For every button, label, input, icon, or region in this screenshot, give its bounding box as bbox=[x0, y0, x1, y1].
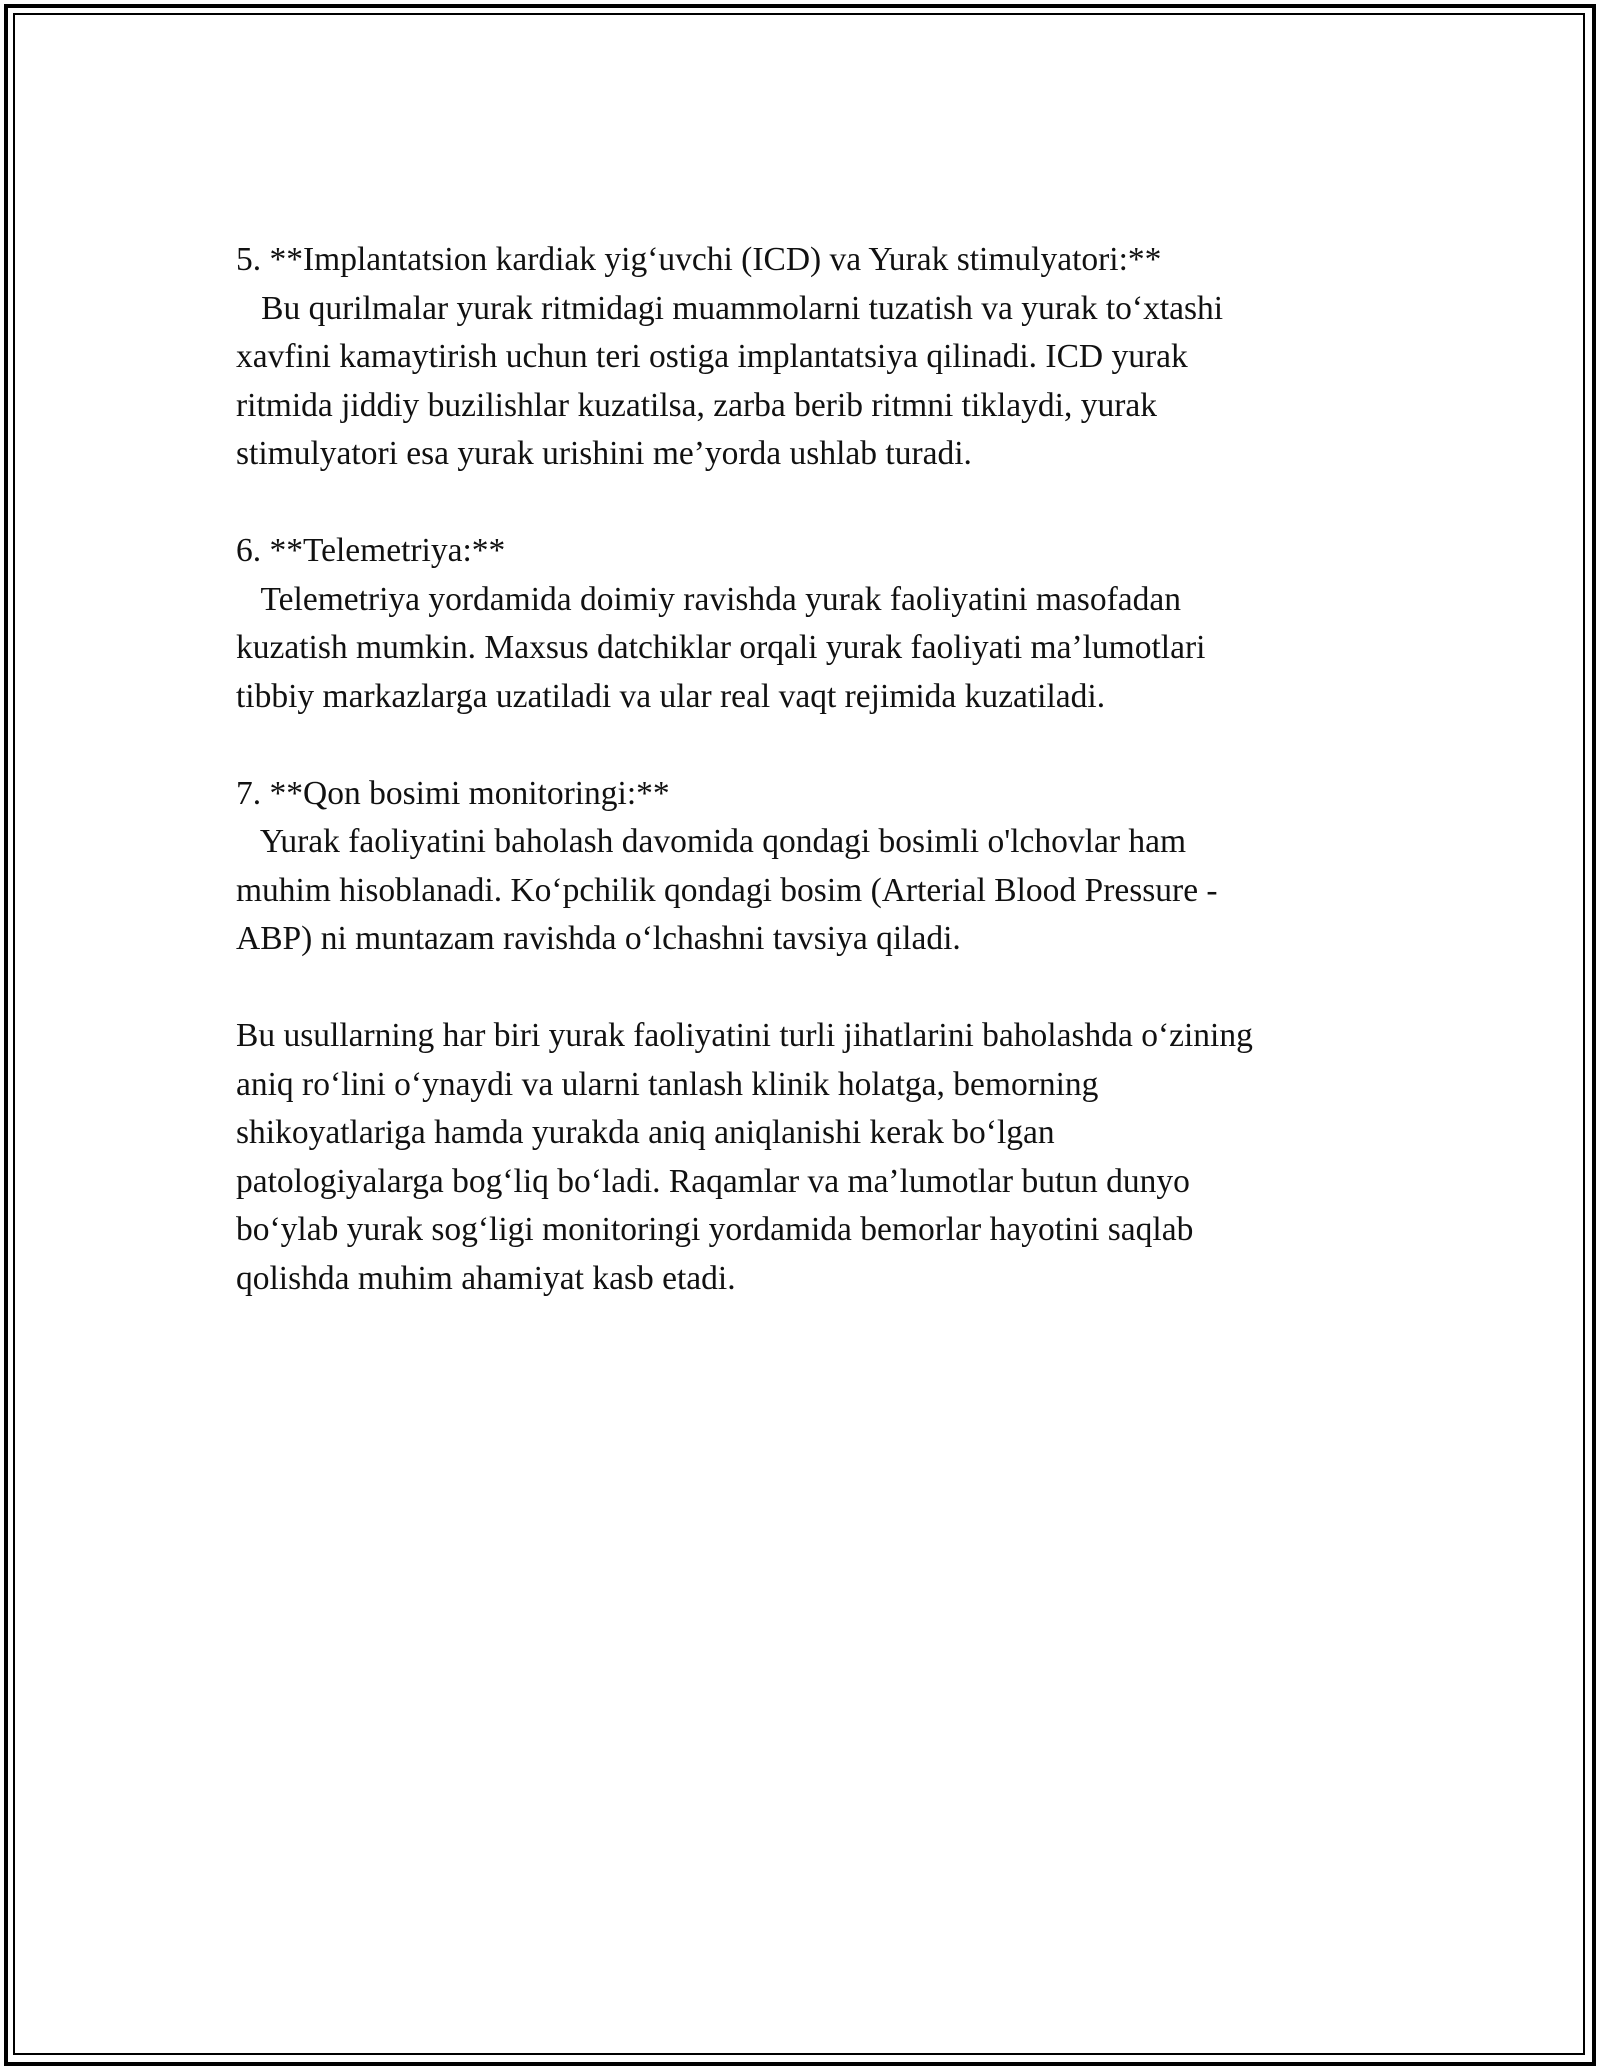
paragraph-line: xavfini kamaytirish uchun teri ostiga implantatsiya qilinadi. ICD yurak bbox=[236, 338, 1188, 375]
paragraph-line: tibbiy markazlarga uzatiladi va ular real vaqt rejimida kuzatiladi. bbox=[236, 677, 1106, 715]
section-blood-pressure bbox=[236, 770, 1386, 964]
paragraph-line: muhim hisoblanadi. Ko‘pchilik qondagi bosim (Arterial Blood Pressure - bbox=[236, 871, 1218, 909]
section-icd bbox=[236, 236, 1386, 479]
section-telemetry bbox=[236, 527, 1386, 721]
paragraph-line: ritmida jiddiy buzilishlar kuzatilsa, zarba berib ritmni tiklaydi, yurak bbox=[236, 386, 1158, 424]
paragraph-line: Bu qurilmalar yurak ritmidagi muammolarni tuzatish va yurak to‘xtashi bbox=[236, 289, 1224, 327]
section-heading: 5. **Implantatsion kardiak yig‘uvchi (ICD) va Yurak stimulyatori:** bbox=[236, 241, 1162, 278]
paragraph-line: Bu usullarning har biri yurak faoliyatini turli jihatlarini baholashda o‘zining bbox=[236, 1017, 1253, 1054]
paragraph-line: kuzatish mumkin. Maxsus datchiklar orqali yurak faoliyati ma’lumotlari bbox=[236, 629, 1206, 666]
paragraph-line: bo‘ylab yurak sog‘ligi monitoringi yordamida bemorlar hayotini saqlab bbox=[236, 1211, 1194, 1248]
paragraph-line: Telemetriya yordamida doimiy ravishda yurak faoliyatini masofadan bbox=[236, 580, 1181, 618]
paragraph-line: ABP) ni muntazam ravishda o‘lchashni tavsiya qiladi. bbox=[236, 920, 961, 957]
paragraph-line: stimulyatori esa yurak urishini me’yorda ushlab turadi. bbox=[236, 435, 972, 472]
paragraph-line: patologiyalarga bog‘liq bo‘ladi. Raqamlar va ma’lumotlar butun dunyo bbox=[236, 1162, 1190, 1200]
section-heading: 7. **Qon bosimi monitoringi:** bbox=[236, 774, 670, 812]
paragraph-line: aniq ro‘lini o‘ynaydi va ularni tanlash klinik holatga, bemorning bbox=[236, 1065, 1099, 1103]
document-body bbox=[236, 236, 1386, 1352]
section-heading: 6. **Telemetriya:** bbox=[236, 532, 506, 569]
section-conclusion bbox=[236, 1012, 1386, 1303]
paragraph-line: shikoyatlariga hamda yurakda aniq aniqlanishi kerak bo‘lgan bbox=[236, 1114, 1055, 1151]
paragraph-line: Yurak faoliyatini baholash davomida qondagi bosimli o'lchovlar ham bbox=[236, 823, 1187, 860]
paragraph-line: qolishda muhim ahamiyat kasb etadi. bbox=[236, 1259, 736, 1297]
